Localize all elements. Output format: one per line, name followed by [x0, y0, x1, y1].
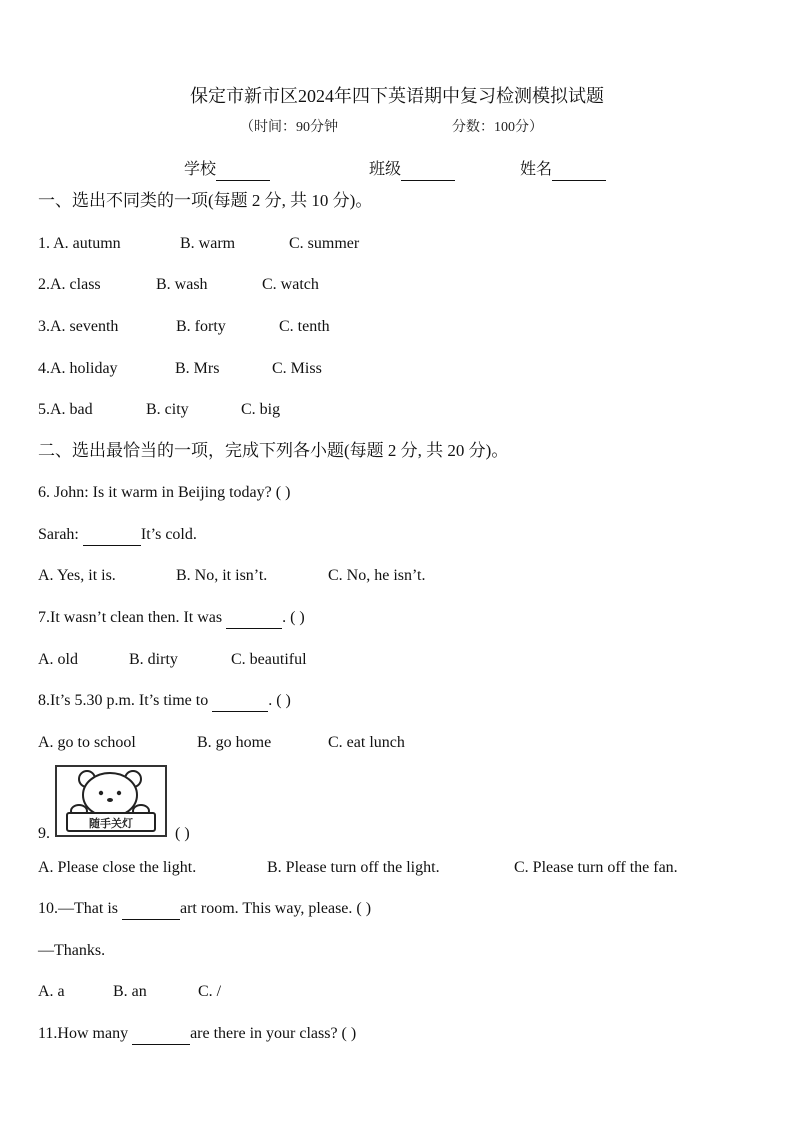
q7-option-c: C. beautiful	[231, 651, 307, 668]
q3-option-b: B. forty	[176, 318, 226, 335]
class-field	[369, 160, 455, 181]
q7-stem	[38, 608, 305, 629]
q6-option-c: C. No, he isn’t.	[328, 567, 426, 584]
q6-stem: 6. John: Is it warm in Beijing today? ( )	[38, 484, 291, 501]
q7-option-b: B. dirty	[129, 651, 178, 668]
bear-sign-icon	[57, 767, 165, 835]
sign-text: 随手关灯	[89, 817, 133, 830]
q2-option-b: B. wash	[156, 276, 208, 293]
exam-time: （时间：90分钟	[240, 120, 338, 135]
q8-blank[interactable]	[212, 691, 268, 712]
q10-prefix: 10.—That is	[38, 900, 122, 917]
q3-option-a: 3.A. seventh	[38, 318, 119, 335]
q4-option-b: B. Mrs	[175, 360, 220, 377]
q2-option-c: C. watch	[262, 276, 319, 293]
name-label: 姓名	[520, 161, 553, 178]
q7-suffix: . ( )	[282, 609, 305, 626]
q11-suffix: are there in your class? ( )	[190, 1025, 357, 1042]
class-blank[interactable]	[401, 160, 455, 181]
q2-option-a: 2.A. class	[38, 276, 101, 293]
q8-prefix: 8.It’s 5.30 p.m. It’s time to	[38, 692, 213, 709]
q9-option-c: C. Please turn off the fan.	[514, 859, 678, 876]
q9-paren: ( )	[175, 825, 190, 842]
section2-heading: 二、选出最恰当的一项，完成下列各小题(每题 2 分, 共 20 分)。	[38, 441, 509, 460]
q11-blank[interactable]	[132, 1024, 190, 1045]
q4-option-c: C. Miss	[272, 360, 322, 377]
q5-option-a: 5.A. bad	[38, 401, 93, 418]
q8-option-a: A. go to school	[38, 734, 136, 751]
section1-heading: 一、选出不同类的一项(每题 2 分, 共 10 分)。	[38, 191, 373, 210]
q11-prefix: 11.How many	[38, 1025, 133, 1042]
q10-stem	[38, 899, 371, 920]
q8-option-c: C. eat lunch	[328, 734, 405, 751]
q8-option-b: B. go home	[197, 734, 272, 751]
q11-stem	[38, 1024, 356, 1045]
q6-option-a: A. Yes, it is.	[38, 567, 116, 584]
school-label: 学校	[184, 161, 217, 178]
q10-suffix: art room. This way, please. ( )	[180, 900, 372, 917]
class-label: 班级	[369, 161, 402, 178]
q6-line2-prefix: Sarah:	[38, 526, 83, 543]
q10-reply: —Thanks.	[38, 942, 106, 959]
q4-option-a: 4.A. holiday	[38, 360, 118, 377]
q10-option-b: B. an	[113, 983, 147, 1000]
q3-option-c: C. tenth	[279, 318, 330, 335]
q6-option-b: B. No, it isn’t.	[176, 567, 268, 584]
q6-line2	[38, 525, 197, 546]
q9-option-a: A. Please close the light.	[38, 859, 197, 876]
q10-blank[interactable]	[122, 899, 180, 920]
turn-off-light-sign-image	[55, 765, 167, 837]
q7-prefix: 7.It wasn’t clean then. It was	[38, 609, 227, 626]
page-title: 保定市新市区2024年四下英语期中复习检测模拟试题	[190, 86, 604, 106]
q10-option-c: C. /	[198, 983, 222, 1000]
q1-option-b: B. warm	[180, 235, 236, 252]
exam-score: 分数：100分）	[452, 120, 543, 135]
q10-option-a: A. a	[38, 983, 65, 1000]
name-blank[interactable]	[552, 160, 606, 181]
q5-option-c: C. big	[241, 401, 281, 418]
q7-blank[interactable]	[226, 608, 282, 629]
name-field	[520, 160, 606, 181]
q7-option-a: A. old	[38, 651, 78, 668]
q9-number: 9.	[38, 825, 50, 842]
q5-option-b: B. city	[146, 401, 189, 418]
q8-suffix: . ( )	[268, 692, 291, 709]
q9-option-b: B. Please turn off the light.	[267, 859, 440, 876]
q1-option-c: C. summer	[289, 235, 360, 252]
q6-blank[interactable]	[83, 525, 141, 546]
q8-stem	[38, 691, 291, 712]
school-field	[184, 160, 270, 181]
school-blank[interactable]	[216, 160, 270, 181]
q1-option-a: 1. A. autumn	[38, 235, 121, 252]
q6-line2-suffix: It’s cold.	[140, 526, 197, 543]
